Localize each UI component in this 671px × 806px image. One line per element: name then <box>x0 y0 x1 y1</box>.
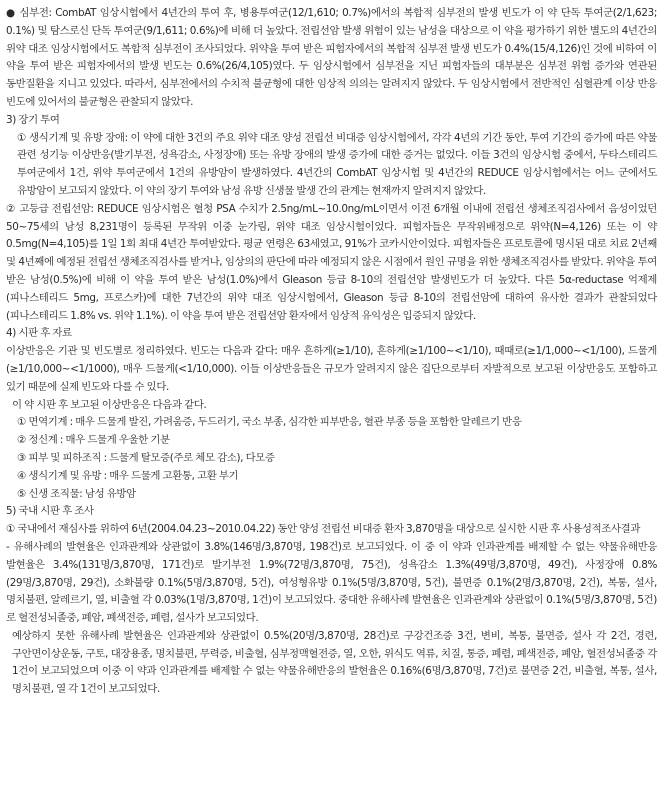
adverse-item-1: ① 면역기계 : 매우 드물게 발진, 가려움증, 두드러기, 국소 부종, 심각한 피부반응, 혈관 부종 등을 포함한 알레르기 반응 <box>17 416 522 429</box>
adverse-item-5: ⑤ 신생 조직물: 남성 유방암 <box>17 487 136 500</box>
adverse-item-2: ② 정신계 : 매우 드물게 우울한 기분 <box>17 434 170 447</box>
adverse-item-3: ③ 피부 및 피하조직 : 드물게 탈모증(주로 체모 감소), 다모증 <box>17 451 275 464</box>
section-heading-domestic: 5) 국내 시판 후 조사 <box>6 505 94 518</box>
heart-failure-paragraph: ● 심부전: CombAT 임상시험에서 4년간의 투여 후, 병용투여군(12/1,610; 0.7%)에서의 복합적 심부전의 발생 빈도가 이 약 단독 투여군(2/1,623; 0.1%) 및 탐스로신 단독 투여군(9/1,611; 0.6%)에 비해 더 높았다. 전립선암 발생 위험이 있는 남성을 대상으로 이 약을 평가하기 위한 별도의 4년간의 위약 대조 임상시험에서도 복합적 심부전이 조사되었다. 위약을 투여 받은 피험자에서의 복합적 심부전 발생 빈도가 0.4%(15/4,126)인 것에 비하여 이 약을 투여 받은 피험자에서의 발생 빈도는 0.6%(26/4,105)였다. 두 임상시험에서 심부전을 지닌 피험자들의 대부분은 심부전 위험 증가와 연관된 동반질환을 지니고 있었다. 따라서, 심부전에서의 수치적 불균형에 대한 임상적 의의는 알려지지 않았다. 두 임상시험에서 전반적인 심혈관계 이상 반응 빈도에 있어서의 불균형은 관찰되지 않았다. <box>6 7 657 108</box>
section-heading-postmarketing: 4) 시판 후 자료 <box>6 327 72 340</box>
long-term-item-1: ① 생식기계 및 유방 장애: 이 약에 대한 3건의 주요 위약 대조 양성 전립선 비대증 임상시험에서, 각각 4년의 기간 동안, 투여 기간의 증가에 따른 약물 관련 성기능 이상반응(발기부전, 성욕감소, 사정장애) 또는 유방 장애의 발생 증가에 대한 증거는 없었다. 이들 3건의 임상시험 중에서, 두타스테리드 투여군에서 1건, 위약 투여군에서 1건의 유방암이 발생하였다. 4년간의 CombAT 임상시험 및 4년간의 REDUCE 임상시험에서는 어느 군에서도 유방암이 보고되지 않았다. 이 약의 장기 투여와 남성 유방 신생물 발생 간의 관계는 현재까지 알려지지 않았다. <box>17 131 657 197</box>
domestic-results-paragraph: - 유해사례의 발현율은 인과관계와 상관없이 3.8%(146명/3,870명, 198건)로 보고되었다. 이 중 이 약과 인과관계를 배제할 수 없는 약물유해반응 발현율은 3.4%(131명/3,870명, 171건)로 발기부전 1.9%(72명/3,870명, 75건), 성욕감소 1.3%(49명/3,870명, 49건), 사정장애 0.8%(29명/3,870명, 29건), 소화불량 0.1%(5명/3,870명, 5건), 여성형유방 0.1%(5명/3,870명, 5건), 불면증 0.1%(2명/3,870명, 2건), 복통, 설사, 명치불편, 알레르기, 열, 비출혈 각 0.03%(1명/3,870명, 1건)이 보고되었다. 중대한 유해사례 발현율은 인과관계와 상관없이 0.1%(5명/3,870명, 5건)로 혈전성뇌졸중, 폐암, 폐색전증, 폐렴, 설사가 보고되었다. <box>6 540 657 625</box>
domestic-item-1: ① 국내에서 재심사를 위하여 6년(2004.04.23~2010.04.22) 동안 양성 전립선 비대증 환자 3,870명을 대상으로 실시한 시판 후 사용성적조사결과 <box>6 523 641 536</box>
frequency-paragraph: 이상반응은 기관 및 빈도별로 정리하였다. 빈도는 다음과 같다: 매우 흔하게(≥1/10), 흔하게(≥1/100~<1/10), 때때로(≥1/1,000~<1/100), 드물게(≥1/10,000~<1/1000), 매우 드물게(<1/10,000). 이들 이상반응들은 규모가 알려지지 않은 집단으로부터 자발적으로 보고된 이상반응도 포함하고 있기 때문에 실제 빈도와 다를 수 있다. <box>6 345 657 393</box>
postmarketing-intro: 이 약 시판 후 보고된 이상반응은 다음과 같다. <box>12 398 207 411</box>
section-heading-long-term: 3) 장기 투여 <box>6 113 60 126</box>
long-term-item-2: ② 고등급 전립선암: REDUCE 임상시험은 혈청 PSA 수치가 2.5ng/mL~10.0ng/mL이면서 이전 6개월 이내에 전립선 생체조직검사에서 음성이었던 50~75세의 남성 8,231명이 등록된 무작위 이중 눈가림, 위약 대조 임상시험이었다. 피험자들은 무작위배정으로 위약(N=4,126) 또는 이 약 0.5mg(N=4,105)를 1일 1회 최대 4년간 투여받았다. 평균 연령은 63세였고, 91%가 코카시안이었다. 피험자들은 프로토콜에 명시된 대로 치료 2년째 및 4년째에 예정된 전립선 생체조직검사를 받거나, 임상의의 판단에 따라 예정되지 않은 시점에서 원인 규명을 위한 생체조직검사를 받았다. 위약을 투여 받은 남성(0.5%)에 비해 이 약을 투여 받은 남성(1.0%)에서 Gleason 등급 8-10의 전립선암 발생빈도가 더 높았다. 다른 5α-reductase 억제제(피나스테리드 5mg, 프로스카)에 대한 7년간의 위약 대조 임상시험에서, Gleason 등급 8-10의 전립선암에 대하여 유사한 결과가 관찰되었다 (피나스테리드 1.8% vs. 위약 1.1%). 이 약을 투여 받은 전립선암 환자에서 임상적 유익성은 입증되지 않았다. <box>6 202 657 322</box>
adverse-item-4: ④ 생식기계 및 유방 : 매우 드물게 고환통, 고환 부기 <box>17 469 239 482</box>
unexpected-adverse-paragraph: 예상하지 못한 유해사례 발현율은 인과관계와 상관없이 0.5%(20명/3,870명, 28건)로 구강건조증 3건, 변비, 복통, 불면증, 설사 각 2건, 경련, 구안면이상운동, 구토, 대장용종, 명치불편, 무력증, 비출혈, 심부정맥혈전증, 열, 오한, 위식도 역류, 치질, 통증, 폐렴, 폐색전증, 폐암, 혈전성뇌졸중 각 1건이 보고되었으며 이중 이 약과 인과관계를 배제할 수 없는 약물유해반응의 발현율은 0.16%(6명/3,870명, 7건)로 불면증 2건, 비출혈, 복통, 설사, 명치불편, 열 각 1건이 보고되었다. <box>12 629 657 696</box>
